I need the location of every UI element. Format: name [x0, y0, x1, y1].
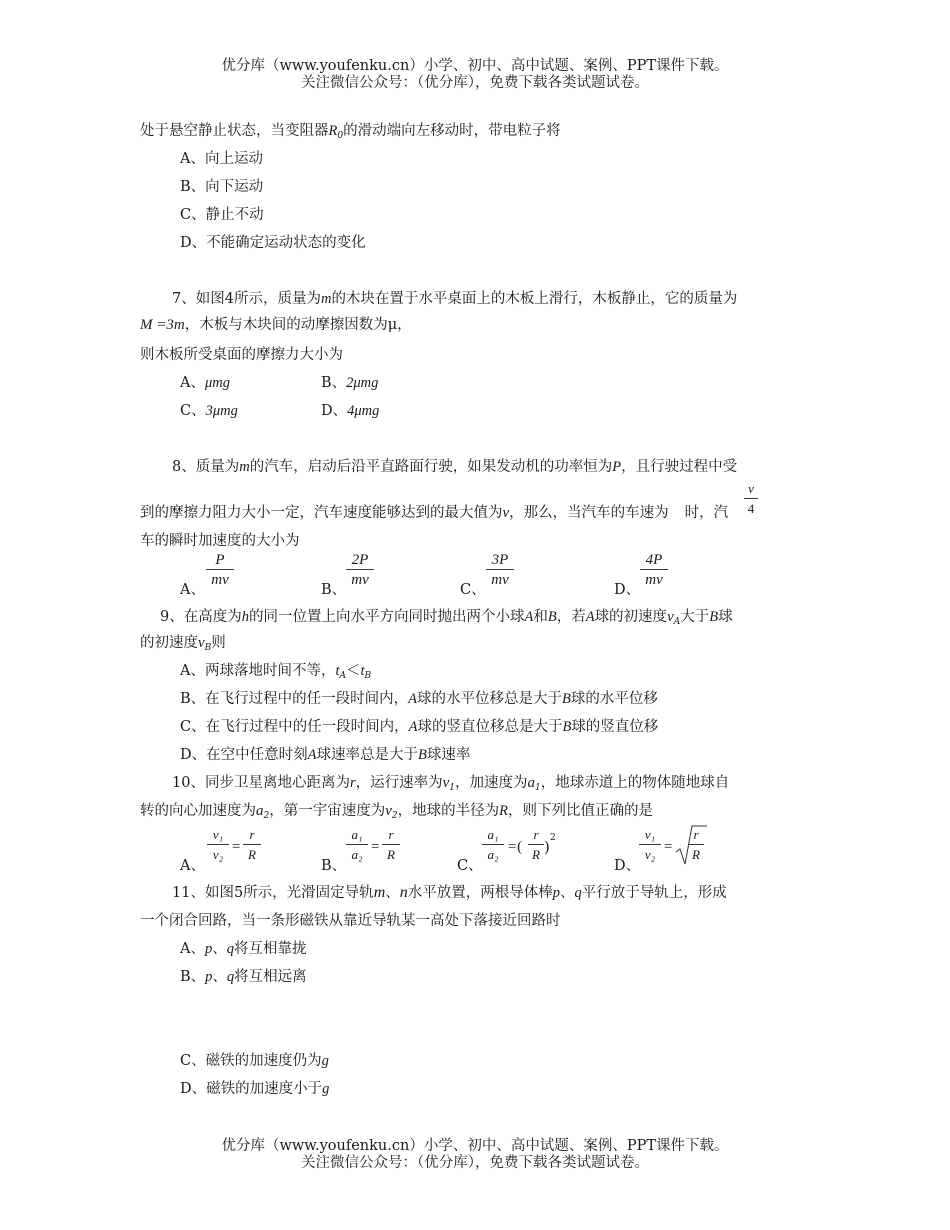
q10-a2: a [256, 803, 264, 819]
q8-text-d: 到的摩擦力阻力大小一定，汽车速度能够达到的最大值为 [140, 505, 503, 521]
q11-q: q [574, 885, 582, 901]
q11-option-a-text: 将互相靠拢 [233, 941, 307, 957]
q9-option-a-text: A、两球落地时间不等， [180, 663, 336, 679]
q10-text-d: ，地球赤道上的物体随地球自 [540, 775, 730, 791]
q7-option-a [180, 373, 230, 393]
q10-d-frac-right [688, 827, 704, 863]
q10-c-R: R [532, 847, 540, 862]
q11-option-a-label: A、 [180, 941, 205, 957]
q11-line-1 [172, 883, 727, 903]
q11-option-d [180, 1079, 329, 1099]
q9-h: h [241, 609, 249, 625]
q10-line-1 [172, 773, 729, 795]
q9-option-c-B: B [562, 719, 572, 735]
q9-option-d-B: B [417, 747, 427, 763]
q6-text-b: 的滑动端向左移动时，带电粒子将 [343, 123, 561, 139]
q10-d-frac-left [639, 827, 661, 863]
q11-option-b-text: 将互相远离 [234, 969, 307, 985]
q10-a-r: r [243, 827, 261, 845]
q6-r0: R [328, 123, 338, 139]
q10-option-d-label: D、 [614, 858, 641, 874]
q8-v: v [502, 505, 510, 521]
q9-and: 和 [533, 609, 548, 625]
q9-option-d-text-c: 球速率 [426, 747, 471, 763]
q11-option-c [180, 1051, 329, 1071]
q7-option-b-value: 2μmg [346, 375, 379, 391]
q9-option-c-A: A [408, 719, 418, 735]
q9-A: A [524, 609, 534, 625]
q11-option-b-sep: 、 [212, 969, 227, 985]
q10-c-equals [507, 837, 522, 857]
q11-option-a-q: q [226, 941, 234, 957]
q9-option-c-text-b: 球的竖直位移总是大于 [417, 719, 563, 735]
q10-a-equals: = [231, 839, 242, 855]
q9-option-d-text-a: D、在空中任意时刻 [180, 747, 308, 763]
q10-d-equals: = [663, 839, 674, 855]
q8-c-num: 3P [486, 552, 514, 570]
q10-text-b: ，运行速率为 [355, 775, 443, 791]
q11-option-b-label: B、 [180, 969, 206, 985]
q7-option-b [321, 373, 378, 393]
q9-option-c-text-c: 球的竖直位移 [571, 719, 659, 735]
q9-vA: v [667, 609, 674, 625]
q8-frac-num: v [744, 481, 758, 499]
q7-text-c: ，木板与木块间的动摩擦因数为μ， [184, 317, 412, 333]
q10-text-a: 10、同步卫星离地心距离为 [172, 775, 350, 791]
q9-option-a [180, 661, 371, 683]
q9-A-2: A [585, 609, 595, 625]
q10-option-c-label: C、 [457, 858, 483, 874]
q9-option-b-A: A [408, 691, 418, 707]
q9-less-than: ＜ [346, 663, 361, 679]
q9-tB: t [360, 663, 365, 679]
q7-option-c-value: 3μmg [205, 403, 238, 419]
q9-option-d-A: A [307, 747, 317, 763]
q9-vB: v [198, 635, 205, 651]
q8-option-c-label: C、 [460, 582, 486, 598]
q9-tA-sub: A [339, 671, 347, 681]
q10-c-a1: a₁ [482, 827, 504, 845]
q10-a-frac-right [243, 827, 261, 863]
q9-text-g: 的初速度 [140, 635, 198, 651]
q10-b-a2: a₂ [351, 847, 363, 862]
q7-option-c-label: C、 [180, 403, 206, 419]
q10-c-frac-left [482, 827, 504, 863]
footer-line-1: 优分库（www.youfenku.cn）小学、初中、高中试题、案例、PPT课件下载。 [221, 1138, 729, 1154]
page-header [0, 58, 950, 92]
header-line-2: 关注微信公众号：（优分库），免费下载各类试题试卷。 [301, 75, 649, 91]
q9-tB-sub: B [364, 671, 372, 681]
q10-a-R: R [248, 847, 256, 862]
q9-B: B [547, 609, 557, 625]
q7-option-b-label: B、 [321, 375, 347, 391]
q10-v1: v [442, 775, 450, 791]
q7-option-a-value: μmg [204, 375, 230, 391]
q7-line-3: 则木板所受桌面的摩擦力大小为 [140, 347, 343, 363]
q10-d-v2: v₂ [644, 847, 656, 862]
q9-text-e: 大于 [680, 609, 710, 625]
q10-a-v1: v₁ [207, 827, 229, 845]
q6-text-a: 处于悬空静止状态，当变阻器 [140, 123, 329, 139]
q7-text-a: 7、如图4所示，质量为 [172, 291, 321, 307]
q9-option-d [180, 745, 470, 765]
q9-option-b-text-c: 球的水平位移 [570, 691, 658, 707]
q8-text-c: ，且行驶过程中受 [621, 459, 738, 475]
q9-option-c [180, 717, 658, 737]
q9-option-b-text-a: B、在飞行过程中的任一段时间内， [180, 691, 409, 707]
q10-text-h: ，则下列比值正确的是 [508, 803, 653, 819]
q10-a2-sub: 2 [263, 811, 270, 821]
q11-option-c-g: g [321, 1053, 329, 1069]
q7-text-b: 的木块在置于水平桌面上的木板上滑行，木板静止，它的质量为 [331, 291, 738, 307]
q8-a-den: mv [211, 572, 229, 588]
q10-c-frac-right [528, 827, 544, 863]
q9-vB-sub: B [204, 643, 212, 653]
q11-text-a: 11、如图5所示，光滑固定导轨 [172, 885, 374, 901]
q11-option-b-q: q [226, 969, 235, 985]
q9-option-b-B: B [562, 691, 571, 707]
q7-option-a-label: A、 [180, 375, 205, 391]
q10-d-r: r [688, 827, 704, 845]
q8-option-a-label: A、 [180, 582, 205, 598]
q10-c-a2: a₂ [487, 847, 499, 862]
q6-option-c: C、静止不动 [180, 207, 264, 223]
q9-option-b [180, 689, 658, 709]
q11-option-a-sep: 、 [212, 941, 227, 957]
q10-b-frac-left [346, 827, 368, 863]
q8-text-a: 8、质量为 [172, 459, 240, 475]
q11-option-d-text: D、磁铁的加速度小于 [180, 1081, 323, 1097]
q6-option-d: D、不能确定运动状态的变化 [180, 235, 366, 251]
q7-option-d-value: 4μmg [347, 403, 380, 419]
q8-a-num: P [206, 552, 234, 570]
q10-line-2 [140, 801, 653, 823]
q10-r: r [349, 775, 356, 791]
q10-text-e: 转的向心加速度为 [140, 803, 256, 819]
q7-m: m [320, 291, 332, 307]
q7-option-d [321, 401, 379, 421]
q11-option-b [180, 967, 307, 987]
q10-v2: v [385, 803, 392, 819]
q11-sep-2: 、 [560, 885, 575, 901]
q10-R: R [499, 803, 508, 819]
q6-r0-sub: 0 [337, 131, 344, 141]
q6-stem [140, 121, 561, 143]
q10-v1-sub: 1 [449, 783, 456, 793]
q10-b-r: r [382, 827, 400, 845]
q8-option-b-fraction [346, 552, 374, 588]
footer-line-2: 关注微信公众号：（优分库），免费下载各类试题试卷。 [301, 1155, 649, 1171]
q11-option-c-text: C、磁铁的加速度仍为 [180, 1053, 322, 1069]
q11-m: m [373, 884, 386, 901]
q9-text-f: 球 [718, 609, 733, 625]
q8-b-den: mv [351, 572, 369, 588]
q8-option-c-fraction [486, 552, 514, 588]
q8-d-den: mv [645, 572, 663, 588]
q10-a1-sub: 1 [535, 783, 541, 793]
q8-c-den: mv [491, 572, 509, 588]
q8-option-d-label: D、 [614, 582, 641, 598]
q8-text-f: 时，汽 [684, 505, 729, 521]
q9-text-h: 则 [211, 635, 226, 651]
q9-text-d: 球的初速度 [594, 609, 668, 625]
q8-m: m [239, 459, 250, 475]
q11-option-b-p: p [205, 969, 213, 985]
q10-text-f: ，第一宇宙速度为 [269, 803, 386, 819]
q10-a1: a [527, 775, 536, 791]
q8-line-3: 车的瞬时加速度的大小为 [140, 533, 300, 549]
q11-text-b: 水平放置，两根导体棒 [407, 885, 553, 901]
q9-text-c: ，若 [556, 609, 586, 625]
q10-b-equals: = [370, 839, 381, 855]
q10-b-a1: a₁ [346, 827, 368, 845]
q8-line-2 [140, 503, 728, 523]
q11-p: p [552, 885, 560, 901]
q11-sep: 、 [385, 885, 400, 901]
q7-option-d-label: D、 [321, 403, 348, 419]
q10-a-frac-left [207, 827, 229, 863]
q9-line-1 [160, 607, 733, 629]
q8-b-num: 2P [346, 552, 374, 570]
q9-tA: t [335, 663, 340, 679]
q10-text-c: ，加速度为 [455, 775, 528, 791]
q8-d-num: 4P [640, 552, 668, 570]
q10-c-r: r [528, 827, 544, 845]
q8-option-d-fraction [640, 552, 668, 588]
q8-text-e: ，那么，当汽车的车速为 [509, 505, 669, 521]
q6-option-a: A、向上运动 [180, 151, 263, 167]
q10-a-v2: v₂ [212, 847, 224, 862]
q8-text-b: 的汽车，启动后沿平直路面行驶，如果发动机的功率恒为 [249, 459, 613, 475]
q10-option-a-label: A、 [180, 858, 205, 874]
q11-option-d-g: g [322, 1081, 330, 1097]
page-footer [0, 1138, 950, 1172]
q7-equation: M =3m [140, 317, 185, 333]
q10-c-lparen: ( [517, 839, 523, 855]
q8-P: P [612, 459, 622, 475]
q10-c-rparen: ) [544, 838, 550, 856]
q11-option-a-p: p [204, 941, 213, 957]
q11-line-2: 一个闭合回路，当一条形磁铁从靠近导轨某一高处下落接近回路时 [140, 913, 561, 929]
q10-d-R: R [692, 847, 700, 862]
q11-n: n [399, 884, 408, 901]
q11-option-a [180, 939, 306, 959]
q9-option-b-text-b: 球的水平位移总是大于 [417, 691, 563, 707]
q9-option-c-text-a: C、在飞行过程中的任一段时间内， [180, 719, 409, 735]
q10-v2-sub: 2 [391, 811, 398, 821]
q6-option-b: B、向下运动 [180, 179, 264, 195]
q9-text-b: 的同一位置上向水平方向同时抛出两个小球 [248, 609, 525, 625]
q7-option-c [180, 401, 238, 421]
q8-option-b-label: B、 [321, 582, 347, 598]
q10-option-b-label: B、 [321, 858, 347, 874]
q9-text-a: 9、在高度为 [160, 609, 242, 625]
q8-option-a-fraction [206, 552, 234, 588]
q10-d-v1: v₁ [639, 827, 661, 845]
q10-b-frac-right [382, 827, 400, 863]
q10-text-g: ，地球的半径为 [397, 803, 500, 819]
q9-vA-sub: A [673, 617, 681, 627]
q7-line-2 [140, 315, 412, 335]
q10-c-eq-sign: = [507, 839, 518, 855]
q9-option-d-text-b: 球速率总是大于 [316, 747, 418, 763]
q9-B-2: B [709, 609, 719, 625]
q10-b-R: R [387, 847, 395, 862]
q8-fraction-v-over-4 [744, 481, 758, 517]
header-line-1: 优分库（www.youfenku.cn）小学、初中、高中试题、案例、PPT课件下载。 [221, 58, 729, 74]
q8-line-1 [172, 457, 737, 477]
q11-text-c: 平行放于导轨上，形成 [581, 885, 727, 901]
q10-c-square: 2 [550, 833, 556, 843]
q8-frac-den: 4 [747, 501, 755, 516]
q9-line-2 [140, 633, 226, 655]
q7-line-1 [172, 289, 737, 309]
